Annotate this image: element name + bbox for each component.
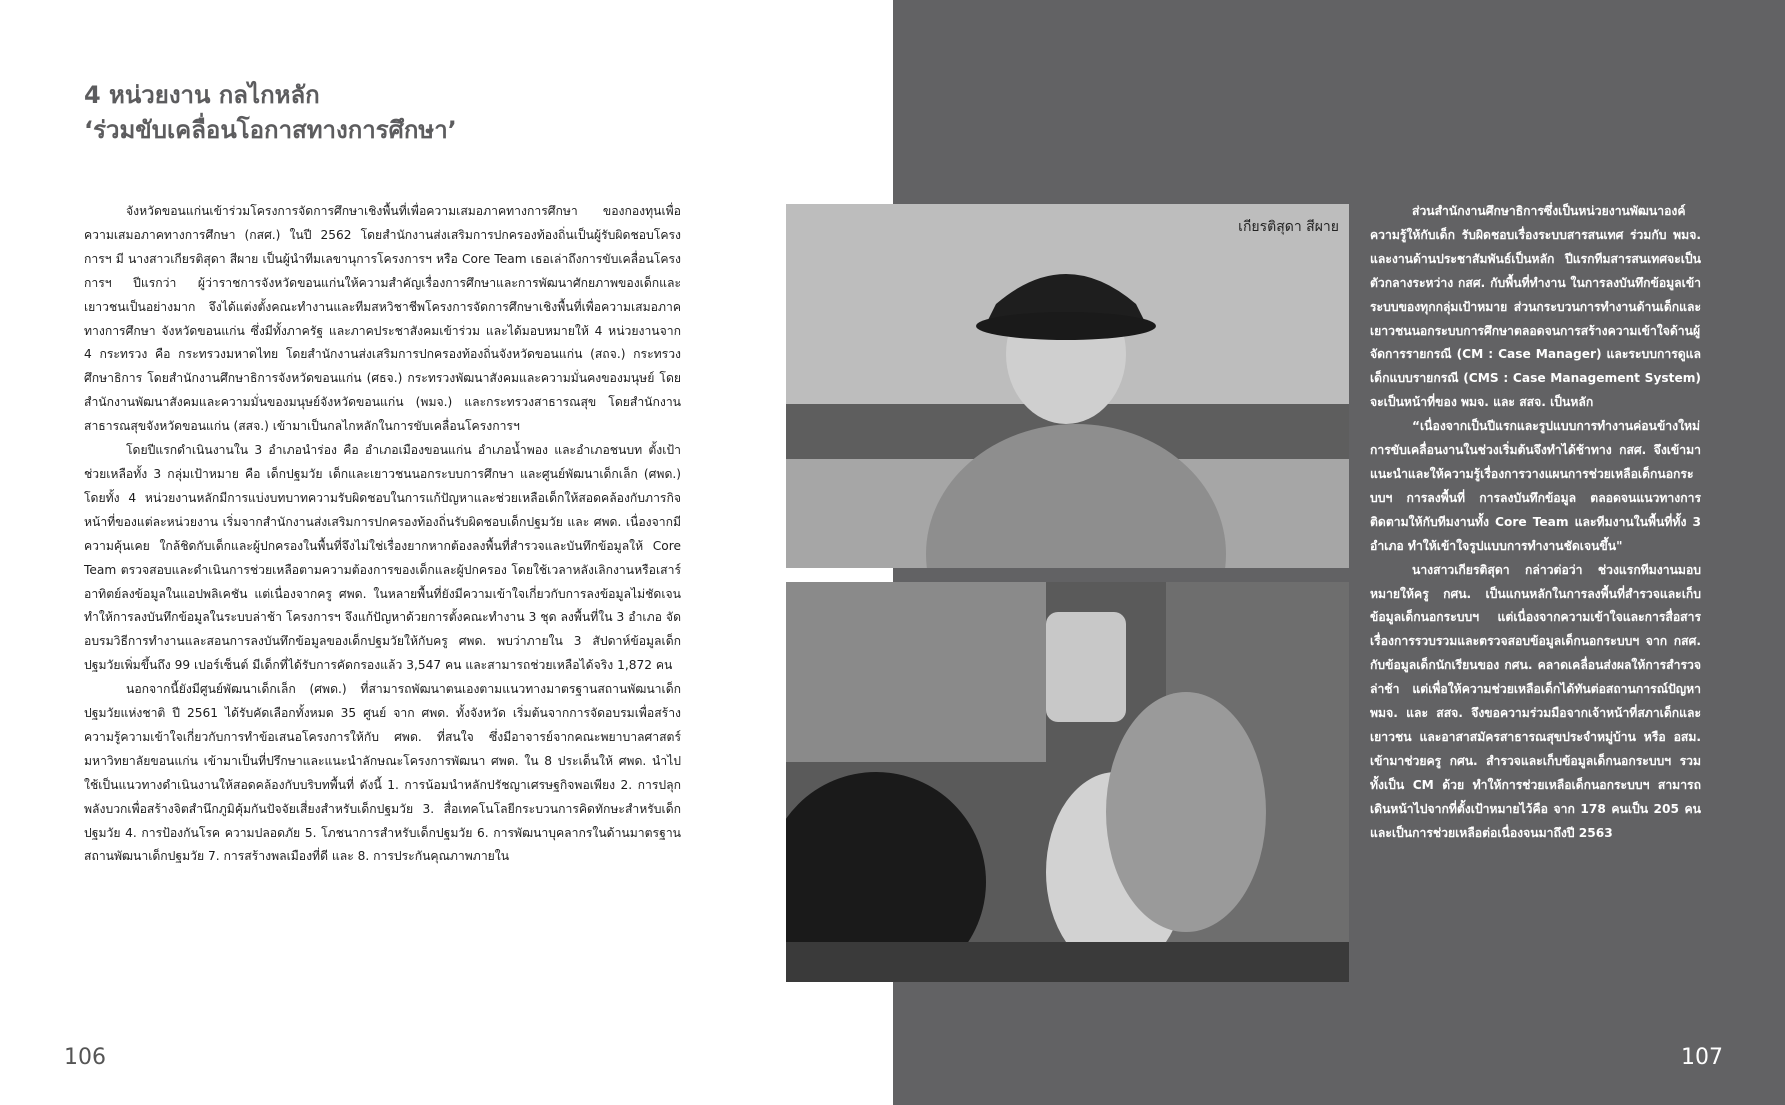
page-number-right: 107 xyxy=(1681,1045,1723,1070)
left-paragraph: โดยปีแรกดำเนินงานใน 3 อำเภอนำร่อง คือ อำเภอเมืองขอนแก่น อำเภอน้ำพอง และอำเภอชนบท ตั้งเป้าช่วยเหลือทั้ง 3 กลุ่มเป้าหมาย คือ เด็กปฐมวัย เด็กและเยาวชนนอกระบบการศึกษา และศูนย์พัฒนาเด็กเล็ก (ศพด.) โดยทั้ง 4 หน่วยงานหลักมีการแบ่งบทบาทความรับผิดชอบในการแก้ปัญหาและช่วยเหลือเด็กให้สอดคล้องกับภารกิจหน้าที่ของแต่ละหน่วยงาน เริ่มจากสำนักงานส่งเสริมการปกครองท้องถิ่นรับผิดชอบเด็กปฐมวัย และ ศพด. เนื่องจากมีความคุ้นเคย ใกล้ชิดกับเด็กและผู้ปกครองในพื้นที่จึงไม่ใช่เรื่องยากหากต้องลงพื้นที่สำรวจและบันทึกข้อมูลให้ Core Team ตรวจสอบและดำเนินการช่วยเหลือตามความต้องการของเด็กและผู้ปกครอง โดยใช้เวลาหลังเลิกงานหรือเสาร์อาทิตย์ลงข้อมูลในแอปพลิเคชัน แต่เนื่องจากครู ศพด. ในหลายพื้นที่ยังมีความเข้าใจเกี่ยวกับการลงข้อมูลไม่ชัดเจน ทำให้การลงบันทึกข้อมูลในระบบล่าช้า โครงการฯ จึงแก้ปัญหาด้วยการตั้งคณะทำงาน 3 ชุด ลงพื้นที่ใน 3 อำเภอ จัดอบรมวิธีการทำงานและสอนการลงบันทึกข้อมูลของเด็กปฐมวัยให้กับครู ศพด. พบว่าภายใน 3 สัปดาห์ข้อมูลเด็กปฐมวัยเพิ่มขึ้นถึง 99 เปอร์เซ็นต์ มีเด็กที่ได้รับการคัดกรองแล้ว 3,547 คน และสามารถช่วยเหลือได้จริง 1,872 คน xyxy=(84,443,681,673)
right-paragraph: “เนื่องจากเป็นปีแรกและรูปแบบการทำงานค่อนข้างใหม่ การขับเคลื่อนงานในช่วงเริ่มต้นจึงทำได้ช้าทาง กสศ. จึงเข้ามาแนะนำและให้ความรู้เรื่องการวางแผนการช่วยเหลือเด็กนอกระบบฯ การลงพื้นที่ การลงบันทึกข้อมูล ตลอดจนแนวทางการติดตามให้กับทีมงานทั้ง Core Team และทีมงานในพื้นที่ทั้ง 3 อำเภอ ทำให้เข้าใจรูปแบบการทำงานชัดเจนขึ้น" xyxy=(1370,419,1701,553)
home-visit-illustration xyxy=(786,582,1349,982)
left-paragraph: นอกจากนี้ยังมีศูนย์พัฒนาเด็กเล็ก (ศพด.) ที่สามารถพัฒนาตนเองตามแนวทางมาตรฐานสถานพัฒนาเด็กปฐมวัยแห่งชาติ ปี 2561 ได้รับคัดเลือกทั้งหมด 35 ศูนย์ จาก ศพด. ทั้งจังหวัด เริ่มต้นจากการจัดอบรมเพื่อสร้างความรู้ความเข้าใจเกี่ยวกับการทำข้อเสนอโครงการให้กับ ศพด. ที่สนใจ ซึ่งมีอาจารย์จากคณะพยาบาลศาสตร์ มหาวิทยาลัยขอนแก่น เข้ามาเป็นที่ปรึกษาและแนะนำลักษณะโครงการพัฒนา ศพด. ใน 8 ประเด็นให้ ศพด. นำไปใช้เป็นแนวทางดำเนินงานให้สอดคล้องกับบริบทพื้นที่ ดังนี้ 1. การน้อมนำหลักปรัชญาเศรษฐกิจพอเพียง 2. การปลุกพลังบวกเพื่อสร้างจิตสำนึกภูมิคุ้มกันปัจจัยเสี่ยงสำหรับเด็กปฐมวัย 3. สื่อเทคโนโลยีกระบวนการคิดทักษะสำหรับเด็กปฐมวัย 4. การป้องกันโรค ความปลอดภัย 5. โภชนาการสำหรับเด็กปฐมวัย 6. การพัฒนาบุคลากรในด้านมาตรฐานสถานพัฒนาเด็กปฐมวัย 7. การสร้างพลเมืองที่ดี และ 8. การประกันคุณภาพภายใน xyxy=(84,682,681,864)
right-paragraph: ส่วนสำนักงานศึกษาธิการซึ่งเป็นหน่วยงานพัฒนาองค์ความรู้ให้กับเด็ก รับผิดชอบเรื่องระบบสารสนเทศ ร่วมกับ พมจ. และงานด้านประชาสัมพันธ์เป็นหลัก ปีแรกทีมสารสนเทศจะเป็นตัวกลางระหว่าง กสศ. กับพื้นที่ทำงาน ในการลงบันทึกข้อมูลเข้าระบบของทุกกลุ่มเป้าหมาย ส่วนกระบวนการทำงานด้านเด็กและเยาวชนนอกระบบการศึกษาตลอดจนการสร้างความเข้าใจด้านผู้จัดการรายกรณี (CM : Case Manager) และระบบการดูแลเด็กแบบรายกรณี (CMS : Case Management System) จะเป็นหน้าที่ของ พมจ. และ สสจ. เป็นหลัก xyxy=(1370,204,1701,410)
right-paragraph: นางสาวเกียรติสุดา กล่าวต่อว่า ช่วงแรกทีมงานมอบหมายให้ครู กศน. เป็นแกนหลักในการลงพื้นที่สำรวจและเก็บข้อมูลเด็กนอกระบบฯ แต่เนื่องจากความเข้าใจและการสื่อสารเรื่องการรวบรวมและตรวจสอบข้อมูลเด็กนอกระบบฯ จาก กสศ. กับข้อมูลเด็กนักเรียนของ กศน. คลาดเคลื่อนส่งผลให้การสำรวจล่าช้า แต่เพื่อให้ความช่วยเหลือเด็กได้ทันต่อสถานการณ์ปัญหา พมจ. และ สสจ. จึงขอความร่วมมือจากเจ้าหน้าที่สภาเด็กและเยาวชน และอาสาสมัครสาธารณสุขประจำหมู่บ้าน หรือ อสม. เข้ามาช่วยครู กศน. สำรวจและเก็บข้อมูลเด็กนอกระบบฯ รวมทั้งเป็น CM ด้วย ทำให้การช่วยเหลือเด็กนอกระบบฯ สามารถเดินหน้าไปจากที่ตั้งเป้าหมายไว้คือ จาก 178 คนเป็น 205 คน และเป็นการช่วยเหลือต่อเนื่องจนมาถึงปี 2563 xyxy=(1370,562,1701,840)
left-paragraph: จังหวัดขอนแก่นเข้าร่วมโครงการจัดการศึกษาเชิงพื้นที่เพื่อความเสมอภาคทางการศึกษา ของกองทุนเพื่อความเสมอภาคทางการศึกษา (กสศ.) ในปี 2562 โดยสำนักงานส่งเสริมการปกครองท้องถิ่นเป็นผู้รับผิดชอบโครงการฯ มี นางสาวเกียรติสุดา สีผาย เป็นผู้นำทีมเลขานุการโครงการฯ หรือ Core Team เธอเล่าถึงการขับเคลื่อนโครงการฯ ปีแรกว่า ผู้ว่าราชการจังหวัดขอนแก่นให้ความสำคัญเรื่องการศึกษาและการพัฒนาศักยภาพของเด็กและเยาวชนเป็นอย่างมาก จึงได้แต่งตั้งคณะทำงานและทีมสหวิชาชีพโครงการจัดการศึกษาเชิงพื้นที่เพื่อความเสมอภาคทางการศึกษา จังหวัดขอนแก่น ซึ่งมีทั้งภาครัฐ และภาคประชาสังคมเข้าร่วม และได้มอบหมายให้ 4 หน่วยงานจาก 4 กระทรวง คือ กระทรวงมหาดไทย โดยสำนักงานส่งเสริมการปกครองท้องถิ่นจังหวัดขอนแก่น (สถจ.) กระทรวงศึกษาธิการ โดยสำนักงานศึกษาธิการจังหวัดขอนแก่น (ศธจ.) กระทรวงพัฒนาสังคมและความมั่นคงของมนุษย์ โดยสำนักงานพัฒนาสังคมและความมั่นของมนุษย์จังหวัดขอนแก่น (พมจ.) และกระทรวงสาธารณสุข โดยสำนักงานสาธารณสุขจังหวัดขอนแก่น (สสจ.) เข้ามาเป็นกลไกหลักในการขับเคลื่อนโครงการฯ xyxy=(84,204,681,434)
portrait-photo xyxy=(786,204,1349,568)
headline-line-2: ‘ร่วมขับเคลื่อนโอกาสทางการศึกษา’ xyxy=(84,116,457,144)
portrait-illustration xyxy=(786,204,1349,568)
left-body-text xyxy=(84,200,681,869)
page-number-left: 106 xyxy=(64,1045,106,1070)
headline xyxy=(84,78,784,148)
photo-caption: เกียรติสุดา สีผาย xyxy=(1238,219,1339,235)
right-body-text xyxy=(1370,200,1701,845)
home-visit-photo xyxy=(786,582,1349,982)
headline-line-1: 4 หน่วยงาน กลไกหลัก xyxy=(84,81,320,109)
